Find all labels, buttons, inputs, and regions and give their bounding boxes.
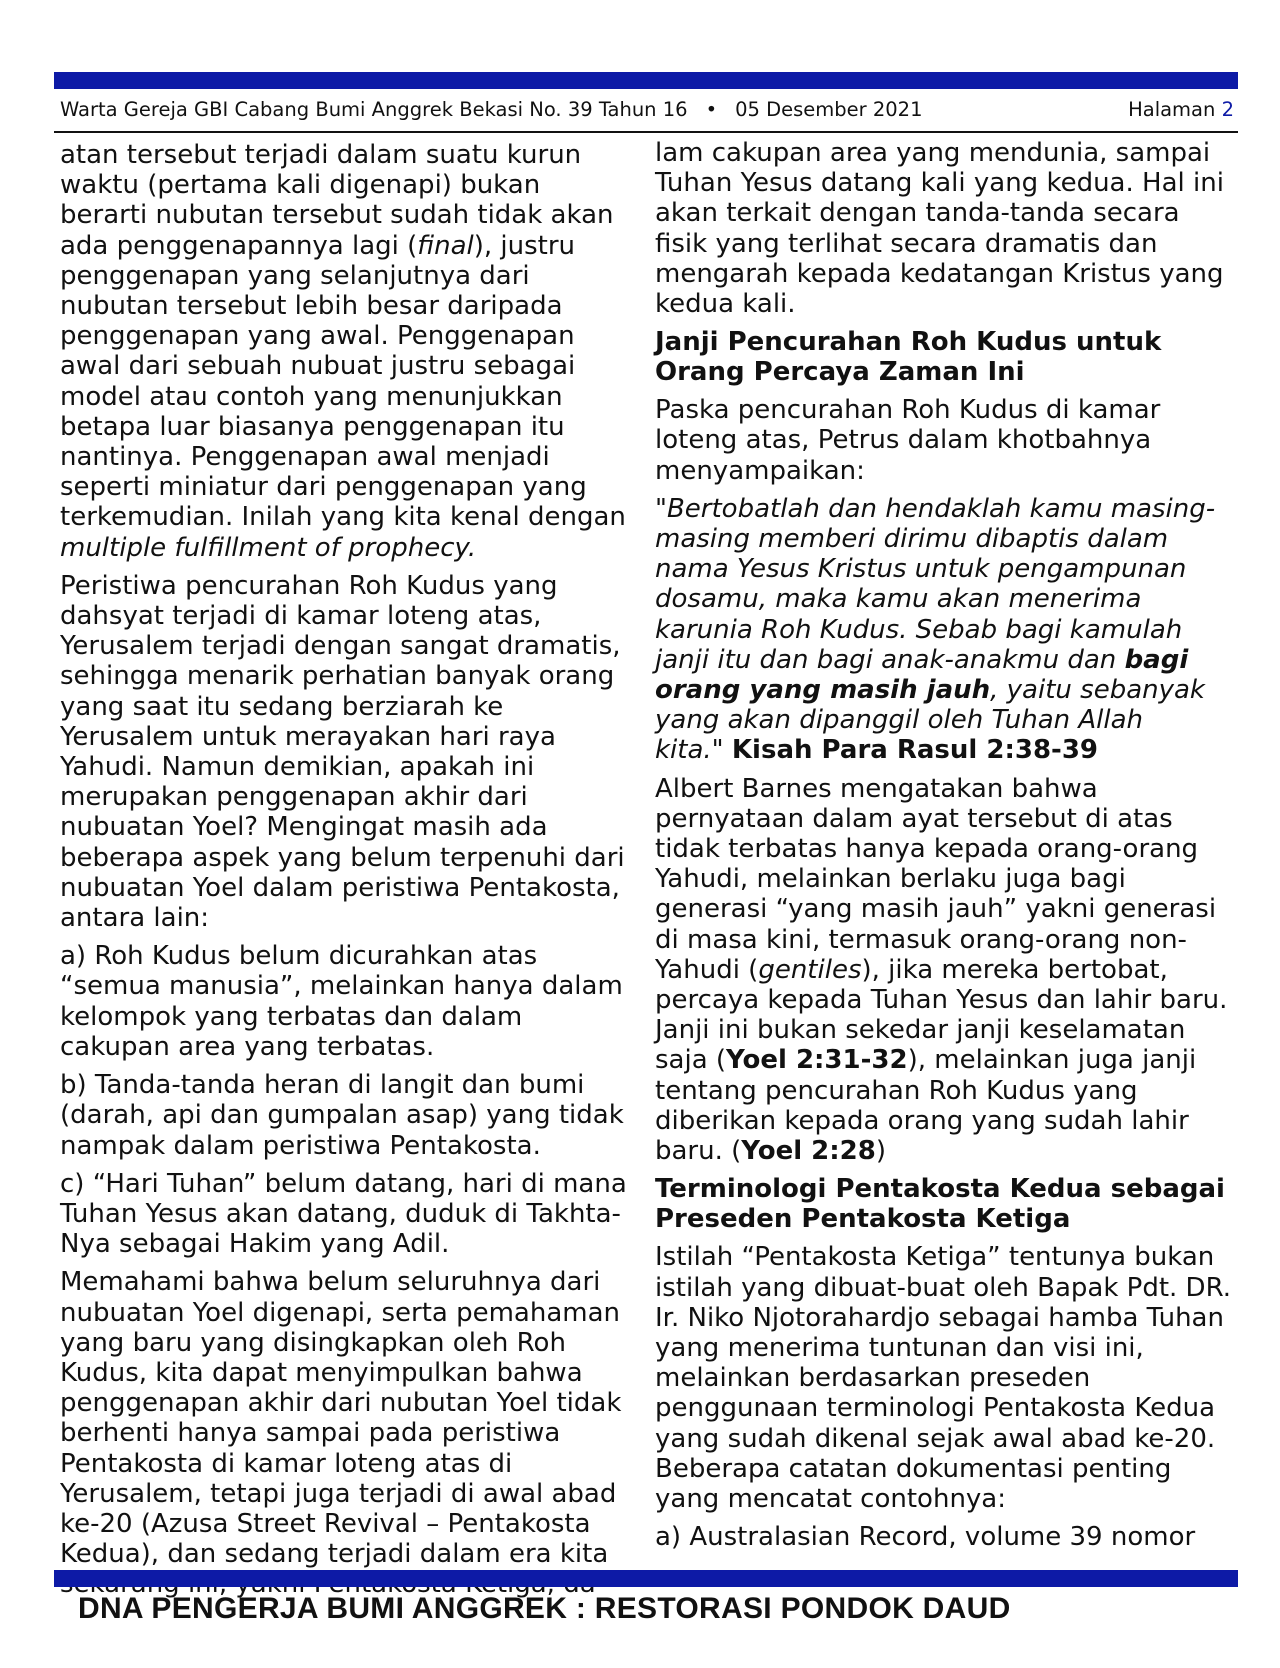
italic-term: multiple fulfillment of prophecy. xyxy=(60,532,477,563)
left-paragraph-2: Peristiwa pencurahan Roh Kudus yang dahsyat terjadi di kamar loteng atas, Yerusalem terjadi dengan sangat dramatis, sehingga menarik perhatian banyak orang yang saat itu sedang berziarah ke Yerusalem untuk merayakan hari raya Yahudi. Namun demikian, apakah ini merupakan penggenapan akhir dari nubuatan Yoel? Mengingat masih ada beberapa aspek yang belum terpenuhi dari nubuatan Yoel dalam peristiwa Pentakosta, antara lain: xyxy=(60,570,625,934)
right-column xyxy=(655,138,1235,1562)
right-list-item-a: a) Australasian Record, volume 39 nomor xyxy=(655,1522,1196,1553)
list-item-c: c) “Hari Tuhan” belum datang, hari di mana Tuhan Yesus akan datang, duduk di Takhta-Nya sebagai Hakim yang Adil. xyxy=(60,1168,627,1260)
quote-text: , yaitu sebanyak yang akan dipanggil oleh Tuhan Allah kita." xyxy=(655,675,1205,766)
text-run: Albert Barnes mengatakan bahwa pernyataan dalam ayat tersebut di atas tidak terbatas hanya kepada orang-orang Yahudi, melainkan berlaku juga bagi generasi “yang masih jauh” yakni generasi di masa kini, termasuk orang-orang non-Yahudi ( xyxy=(655,773,1217,985)
left-column xyxy=(60,140,630,1570)
page-header xyxy=(60,98,1234,126)
right-paragraph-4: Istilah “Pentakosta Ketiga” tentunya bukan istilah yang dibuat-buat oleh Bapak Pdt. DR. Ir. Niko Njotorahardjo sebagai hamba Tuhan yang menerima tuntunan dan visi ini, melainkan berdasarkan preseden penggunaan terminologi Pentakosta Kedua yang sudah dikenal sejak awal abad ke-20. Beberapa catatan dokumentasi penting yang mencatat contohnya: xyxy=(655,1242,1231,1514)
list-item-a: a) Roh Kudus belum dicurahkan atas “semua manusia”, melainkan hanya dalam kelompok yang terbatas dan dalam cakupan area yang terbatas. xyxy=(60,941,623,1062)
scripture-reference: Yoel 2:28 xyxy=(741,1136,876,1167)
page-number: 2 xyxy=(1221,98,1234,121)
left-paragraph-3: Memahami bahwa belum seluruhnya dari nubuatan Yoel digenapi, serta pemahaman yang baru yang disingkapkan oleh Roh Kudus, kita dapat menyimpulkan bahwa penggenapan akhir dari nubutan Yoel tidak berhenti hanya sampai pada peristiwa Pentakosta di kamar loteng atas di Yerusalem, tetapi juga terjadi di awal abad ke-20 (Azusa Street Revival – Pentakosta Kedua), dan sedang terjadi dalam era kita xyxy=(60,1267,622,1570)
bottom-bar xyxy=(54,1570,1238,1587)
left-paragraph-1 xyxy=(60,140,630,563)
right-paragraph-1: lam cakupan area yang mendunia, sampai Tuhan Yesus datang kali yang kedua. Hal ini akan terkait dengan tanda-tanda secara fisik yang terlihat secara dramatis dan mengarah kepada kedatangan Kristus yang kedua kali. xyxy=(655,138,1224,320)
italic-term: gentiles xyxy=(758,954,862,985)
page-label: Halaman xyxy=(1128,98,1216,121)
scripture-reference: Yoel 2:31-32 xyxy=(726,1045,908,1076)
text-run: ), melainkan juga janji tentang pencurahan Roh Kudus yang diberikan kepada orang yang sudah lahir baru. ( xyxy=(655,1045,1197,1167)
text-run: ), jika mereka bertobat, percaya kepada Tuhan Yesus dan lahir baru. Janji ini bukan sekedar janji keselamatan saja ( xyxy=(655,954,1228,1076)
header-rule xyxy=(54,131,1238,133)
publication-title: Warta Gereja GBI Cabang Bumi Anggrek Bekasi No. 39 Tahun 16 xyxy=(60,98,688,121)
italic-term: final xyxy=(417,230,474,261)
issue-date: 05 Desember 2021 xyxy=(735,98,923,121)
quote-emphasis: bagi orang yang masih jauh xyxy=(655,644,1189,706)
header-left xyxy=(60,98,922,121)
list-item-b: b) Tanda-tanda heran di langit dan bumi (darah, api dan gumpalan asap) yang tidak nampak dalam peristiwa Pentakosta. xyxy=(60,1070,624,1161)
section-heading-2: Terminologi Pentakosta Kedua sebagai Preseden Pentakosta Ketiga xyxy=(655,1174,1225,1235)
scripture-quote xyxy=(655,494,1235,766)
text-run: ) xyxy=(875,1136,887,1167)
text-run: atan tersebut terjadi dalam suatu kurun waktu (pertama kali digenapi) bukan berarti nubutan tersebut sudah tidak akan ada penggenapannya lagi ( xyxy=(60,140,614,261)
top-bar xyxy=(54,72,1238,89)
scripture-reference: Kisah Para Rasul 2:38-39 xyxy=(731,735,1099,766)
section-heading-1: Janji Pencurahan Roh Kudus untuk Orang Percaya Zaman Ini xyxy=(655,327,1162,388)
footer-motto: DNA PENGERJA BUMI ANGGREK : RESTORASI PONDOK DAUD xyxy=(78,1592,1011,1625)
right-paragraph-3 xyxy=(655,774,1235,1167)
header-separator: • xyxy=(705,98,718,121)
right-paragraph-2: Paska pencurahan Roh Kudus di kamar loteng atas, Petrus dalam khotbahnya menyampaikan: xyxy=(655,395,1161,486)
quote-text: "Bertobatlah dan hendaklah kamu masing-masing memberi dirimu dibaptis dalam nama Yesus Kristus untuk pengampunan dosamu, maka kamu akan menerima karunia Roh Kudus. Sebab bagi kamulah janji itu dan bagi anak-anakmu dan xyxy=(655,493,1216,675)
page-indicator xyxy=(1128,98,1234,121)
text-run: ), justru penggenapan yang selanjutnya dari nubutan tersebut lebih besar daripada penggenapan yang awal. Penggenapan awal dari sebuah nubuat justru sebagai model atau contoh yang menunjukkan betapa luar biasanya penggenapan itu nantinya. Penggenapan awal menjadi seperti miniatur dari penggenapan yang terkemudian. Inilah yang kita kenal dengan xyxy=(60,230,626,533)
